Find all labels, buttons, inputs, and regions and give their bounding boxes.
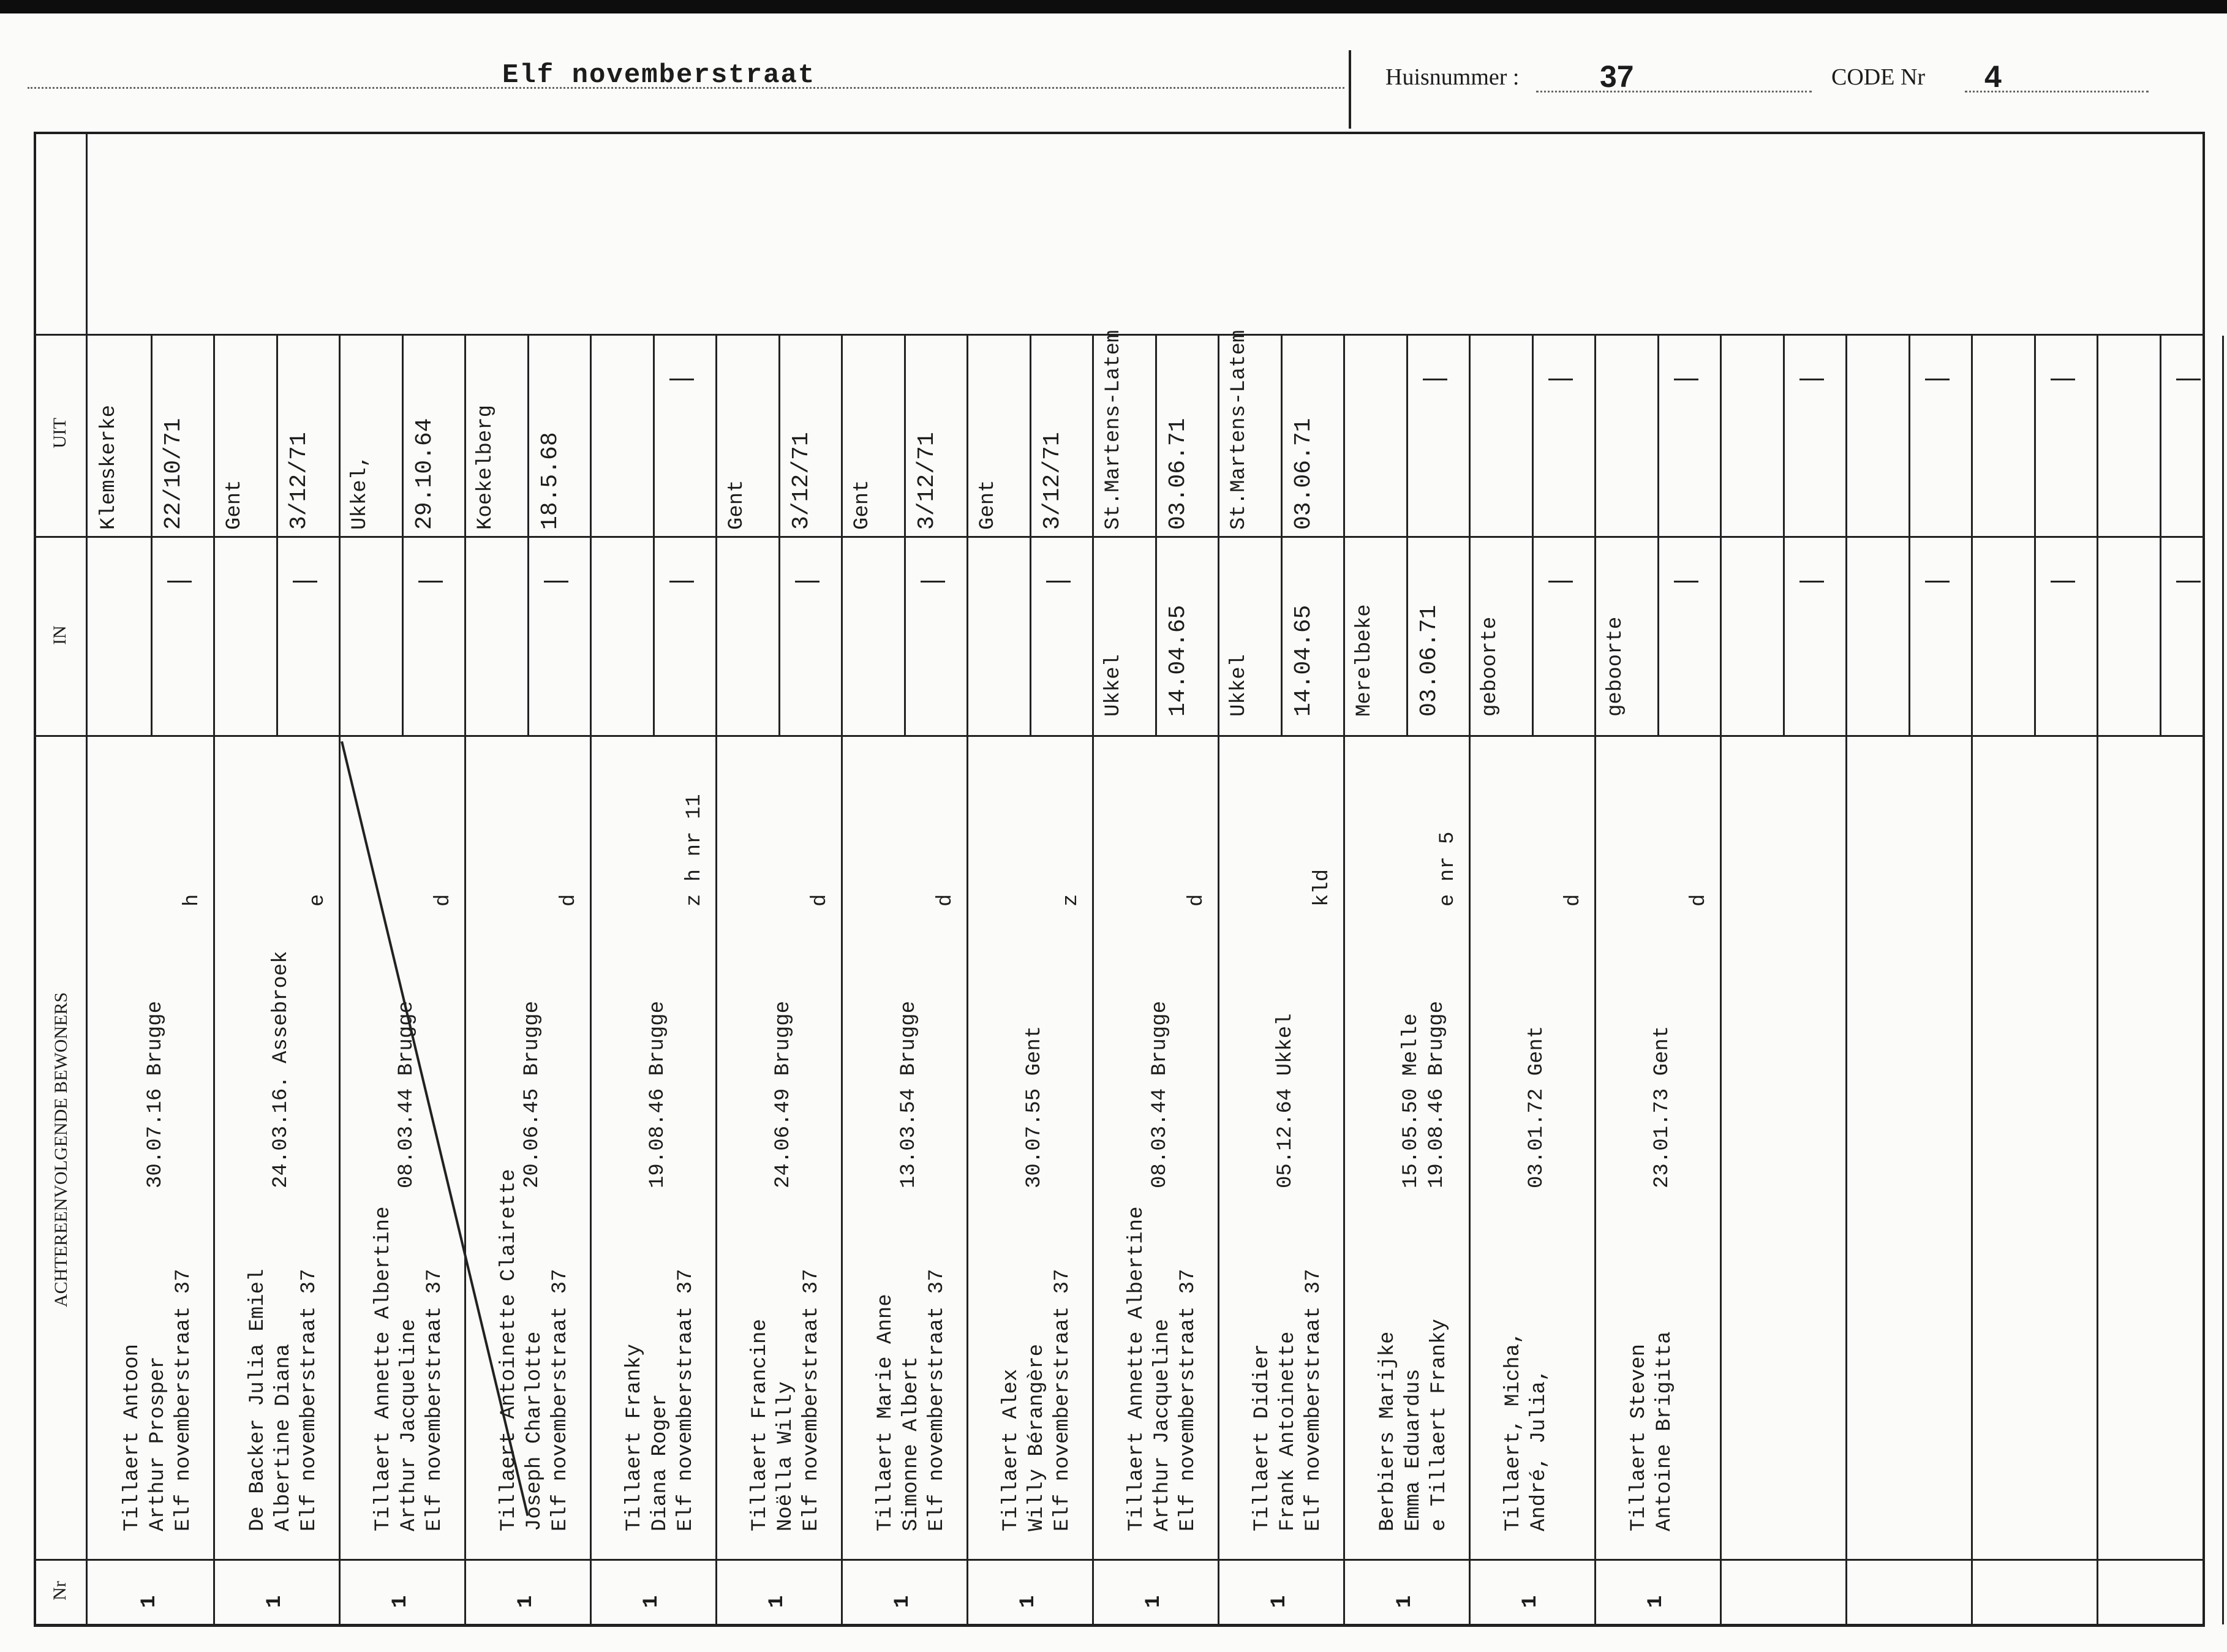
scan-top-edge — [0, 0, 2227, 13]
column-divider — [841, 336, 843, 1624]
record-mark: kld — [1311, 869, 1334, 907]
empty-dash — [2176, 379, 2201, 380]
birth-date-place: 24.03.16. Assebroek — [269, 951, 293, 1188]
subcolumn-divider — [1783, 336, 1785, 735]
empty-dash — [293, 581, 317, 583]
uit-date: 3/12/71 — [286, 432, 312, 530]
uit-date: 29.10.64 — [412, 418, 438, 530]
resident-line: Elf novemberstraat 37 — [549, 1269, 572, 1531]
birth-date-place: 13.03.54 Brugge — [897, 1000, 921, 1188]
record-number: 1 — [263, 1595, 287, 1608]
birth-date-place: 19.08.46 Brugge — [646, 1000, 669, 1188]
column-divider — [213, 336, 215, 1624]
record-number: 1 — [640, 1595, 663, 1608]
record-mark: d — [1562, 894, 1585, 907]
record-mark: h — [181, 894, 204, 907]
resident-line: e Tillaert Franky — [1428, 1319, 1451, 1531]
uit-date: 3/12/71 — [1039, 432, 1066, 530]
resident-line: Elf novemberstraat 37 — [800, 1269, 823, 1531]
label-column-divider — [86, 134, 88, 1624]
empty-dash — [1674, 581, 1698, 583]
uit-date: 03.06.71 — [1165, 418, 1191, 530]
subcolumn-divider — [653, 336, 655, 735]
resident-line: Elf novemberstraat 37 — [925, 1269, 949, 1531]
subcolumn-divider — [527, 336, 529, 735]
column-divider — [1845, 336, 1847, 1624]
column-divider — [1971, 336, 1973, 1624]
resident-line: Tillaert Didier — [1251, 1343, 1274, 1531]
code-value: 4 — [1984, 59, 2002, 94]
resident-line: Elf novemberstraat 37 — [298, 1269, 321, 1531]
subcolumn-divider — [1909, 336, 1910, 735]
in-date: 03.06.71 — [1416, 605, 1442, 717]
code-dotted-line — [1965, 91, 2149, 92]
in-date: 14.04.65 — [1291, 605, 1317, 717]
record-mark: e nr 5 — [1436, 831, 1460, 907]
resident-line: Elf novemberstraat 37 — [172, 1269, 195, 1531]
subcolumn-divider — [1155, 336, 1157, 735]
record-number: 1 — [1268, 1595, 1291, 1608]
subcolumn-divider — [1030, 336, 1031, 735]
empty-dash — [2051, 581, 2075, 583]
empty-dash — [1799, 581, 1824, 583]
column-divider — [464, 336, 466, 1624]
resident-line: Willy Bérangère — [1025, 1343, 1049, 1531]
empty-dash — [544, 581, 568, 583]
record-mark: d — [557, 894, 581, 907]
empty-dash — [167, 581, 192, 583]
birth-date-place: 08.03.44 Brugge — [395, 1000, 418, 1188]
record-number: 1 — [1519, 1595, 1542, 1608]
column-divider — [967, 336, 968, 1624]
in-place: geboorte — [1479, 616, 1502, 717]
in-place: Merelbeke — [1353, 604, 1376, 717]
bottom-line — [34, 1624, 2205, 1627]
resident-line: Emma Eduardus — [1402, 1368, 1425, 1531]
resident-line: Elf novemberstraat 37 — [1177, 1269, 1200, 1531]
resident-line: Albertine Diana — [272, 1343, 295, 1531]
resident-line: Tillaert Francine — [748, 1319, 772, 1531]
empty-dash — [1925, 379, 1950, 380]
subcolumn-divider — [2034, 336, 2036, 735]
record-mark: e — [306, 894, 330, 907]
subcolumn-divider — [151, 336, 153, 735]
resident-line: Arthur Jacqueline — [1151, 1319, 1174, 1531]
empty-dash — [2176, 581, 2201, 583]
uit-place: Ukkel, — [349, 454, 372, 530]
housenumber-dotted-line — [1536, 91, 1812, 92]
resident-line: Tillaert Alex — [1000, 1368, 1023, 1531]
in-place: geboorte — [1604, 616, 1627, 717]
nr-label: Nr — [50, 1581, 70, 1601]
column-divider — [1343, 336, 1345, 1624]
empty-dash — [1423, 379, 1447, 380]
resident-line: Elf novemberstraat 37 — [423, 1269, 447, 1531]
empty-dash — [669, 581, 694, 583]
resident-line: Elf novemberstraat 37 — [1051, 1269, 1074, 1531]
subcolumn-divider — [1657, 336, 1659, 735]
uit-place: St.Martens-Latem — [1227, 330, 1251, 530]
record-mark: z h nr 11 — [683, 794, 706, 907]
record-number: 1 — [1142, 1595, 1166, 1608]
column-divider — [1092, 336, 1094, 1624]
resident-line: Tillaert Annette Albertine — [1125, 1206, 1148, 1531]
uit-date: 22/10/71 — [160, 418, 187, 530]
record-number: 1 — [514, 1595, 538, 1608]
resident-line: Joseph Charlotte — [523, 1331, 546, 1531]
birth-date-place: 24.06.49 Brugge — [772, 1000, 795, 1188]
subcolumn-divider — [402, 336, 404, 735]
resident-line: Noëlla Willy — [774, 1381, 797, 1531]
resident-line: De Backer Julia Emiel — [246, 1269, 269, 1531]
empty-dash — [795, 581, 820, 583]
resident-line: Arthur Jacqueline — [398, 1319, 421, 1531]
uit-place: Gent — [725, 480, 748, 530]
subcolumn-divider — [778, 336, 780, 735]
column-divider — [1469, 336, 1471, 1624]
housenumber-value: 37 — [1600, 59, 1634, 94]
birth-date-place: 30.07.16 Brugge — [144, 1000, 167, 1188]
empty-dash — [921, 581, 945, 583]
record-number: 1 — [1017, 1595, 1040, 1608]
empty-dash — [1674, 379, 1698, 380]
uit-place: Koekelberg — [474, 404, 497, 530]
uit-date: 3/12/71 — [914, 432, 940, 530]
record-number: 1 — [389, 1595, 412, 1608]
resident-line: Elf novemberstraat 37 — [1302, 1269, 1325, 1531]
code-label: CODE Nr — [1831, 64, 1926, 90]
birth-date-place: 08.03.44 Brugge — [1148, 1000, 1172, 1188]
residents-label: ACHTEREENVOLGENDE BEWONERS — [51, 992, 71, 1308]
subcolumn-divider — [904, 336, 906, 735]
birth-date-place: 23.01.73 Gent — [1651, 1025, 1674, 1188]
in-place: Ukkel — [1227, 654, 1251, 717]
record-mark: d — [934, 894, 957, 907]
empty-dash — [1548, 379, 1573, 380]
uit-in-divider — [34, 536, 2205, 538]
in-label: IN — [50, 625, 70, 645]
record-mark: d — [808, 894, 832, 907]
column-divider — [1594, 336, 1596, 1624]
resident-line: André, Julia, — [1528, 1368, 1551, 1531]
header-divider — [1349, 50, 1351, 129]
uit-date: 03.06.71 — [1291, 418, 1317, 530]
subcolumn-divider — [1406, 336, 1408, 735]
resident-line: Berbiers Marijke — [1376, 1331, 1400, 1531]
resident-line: Tillaert, Micha, — [1502, 1331, 1525, 1531]
uit-place: Gent — [223, 480, 246, 530]
subcolumn-divider — [2160, 336, 2161, 735]
empty-dash — [1046, 581, 1071, 583]
column-divider — [1218, 336, 1219, 1624]
empty-dash — [1548, 581, 1573, 583]
in-date: 14.04.65 — [1165, 605, 1191, 717]
column-divider — [339, 336, 341, 1624]
record-number: 1 — [766, 1595, 789, 1608]
street-name: Elf novemberstraat — [502, 60, 816, 91]
record-mark: d — [432, 894, 455, 907]
birth-date-place: 20.06.45 Brugge — [521, 1000, 544, 1188]
column-divider — [2222, 336, 2224, 1624]
resident-line: Tillaert Annette Albertine — [372, 1206, 395, 1531]
resident-line: Arthur Prosper — [146, 1356, 170, 1531]
resident-line: Tillaert Antoinette Clairette — [497, 1169, 521, 1531]
column-divider — [590, 336, 592, 1624]
uit-date: 3/12/71 — [788, 432, 815, 530]
resident-line: Tillaert Antoon — [121, 1343, 144, 1531]
resident-line: Frank Antoinette — [1276, 1331, 1300, 1531]
record-mark: z — [1060, 894, 1083, 907]
column-divider — [2097, 336, 2098, 1624]
record-number: 1 — [1393, 1595, 1417, 1608]
resident-line: Diana Roger — [649, 1394, 672, 1531]
uit-place: Gent — [976, 480, 1000, 530]
in-residents-divider — [34, 735, 2205, 737]
empty-dash — [418, 581, 443, 583]
resident-line: Tillaert Steven — [1627, 1343, 1651, 1531]
subcolumn-divider — [276, 336, 278, 735]
empty-dash — [1799, 379, 1824, 380]
resident-line: Tillaert Marie Anne — [874, 1294, 897, 1531]
in-place: Ukkel — [1102, 654, 1125, 717]
empty-dash — [1925, 581, 1950, 583]
uit-place: Klemskerke — [97, 404, 121, 530]
uit-place: St.Martens-Latem — [1102, 330, 1125, 530]
uit-label: UIT — [50, 418, 70, 448]
residents-nr-divider — [34, 1559, 2205, 1561]
uit-date: 18.5.68 — [537, 432, 563, 530]
subcolumn-divider — [1281, 336, 1283, 735]
empty-dash — [2051, 379, 2075, 380]
resident-line: Antoine Brigitta — [1653, 1331, 1676, 1531]
resident-line: Elf novemberstraat 37 — [674, 1269, 698, 1531]
birth-date-place: 30.07.55 Gent — [1023, 1025, 1046, 1188]
record-number: 1 — [138, 1595, 161, 1608]
record-mark: d — [1185, 894, 1208, 907]
record-number: 1 — [891, 1595, 914, 1608]
empty-dash — [669, 379, 694, 380]
housenumber-label: Huisnummer : — [1385, 64, 1520, 90]
record-number: 1 — [1645, 1595, 1668, 1608]
birth-date-place: 05.12.64 Ukkel — [1274, 1013, 1297, 1188]
column-divider — [715, 336, 717, 1624]
birth-date-place-2: 19.08.46 Brugge — [1425, 1000, 1449, 1188]
uit-place: Gent — [851, 480, 874, 530]
record-mark: d — [1687, 894, 1711, 907]
birth-date-place: 03.01.72 Gent — [1525, 1025, 1548, 1188]
resident-line: Tillaert Franky — [623, 1343, 646, 1531]
resident-line: Simonne Albert — [900, 1356, 923, 1531]
subcolumn-divider — [1532, 336, 1534, 735]
column-divider — [1720, 336, 1722, 1624]
birth-date-place: 15.05.50 Melle — [1400, 1013, 1423, 1188]
